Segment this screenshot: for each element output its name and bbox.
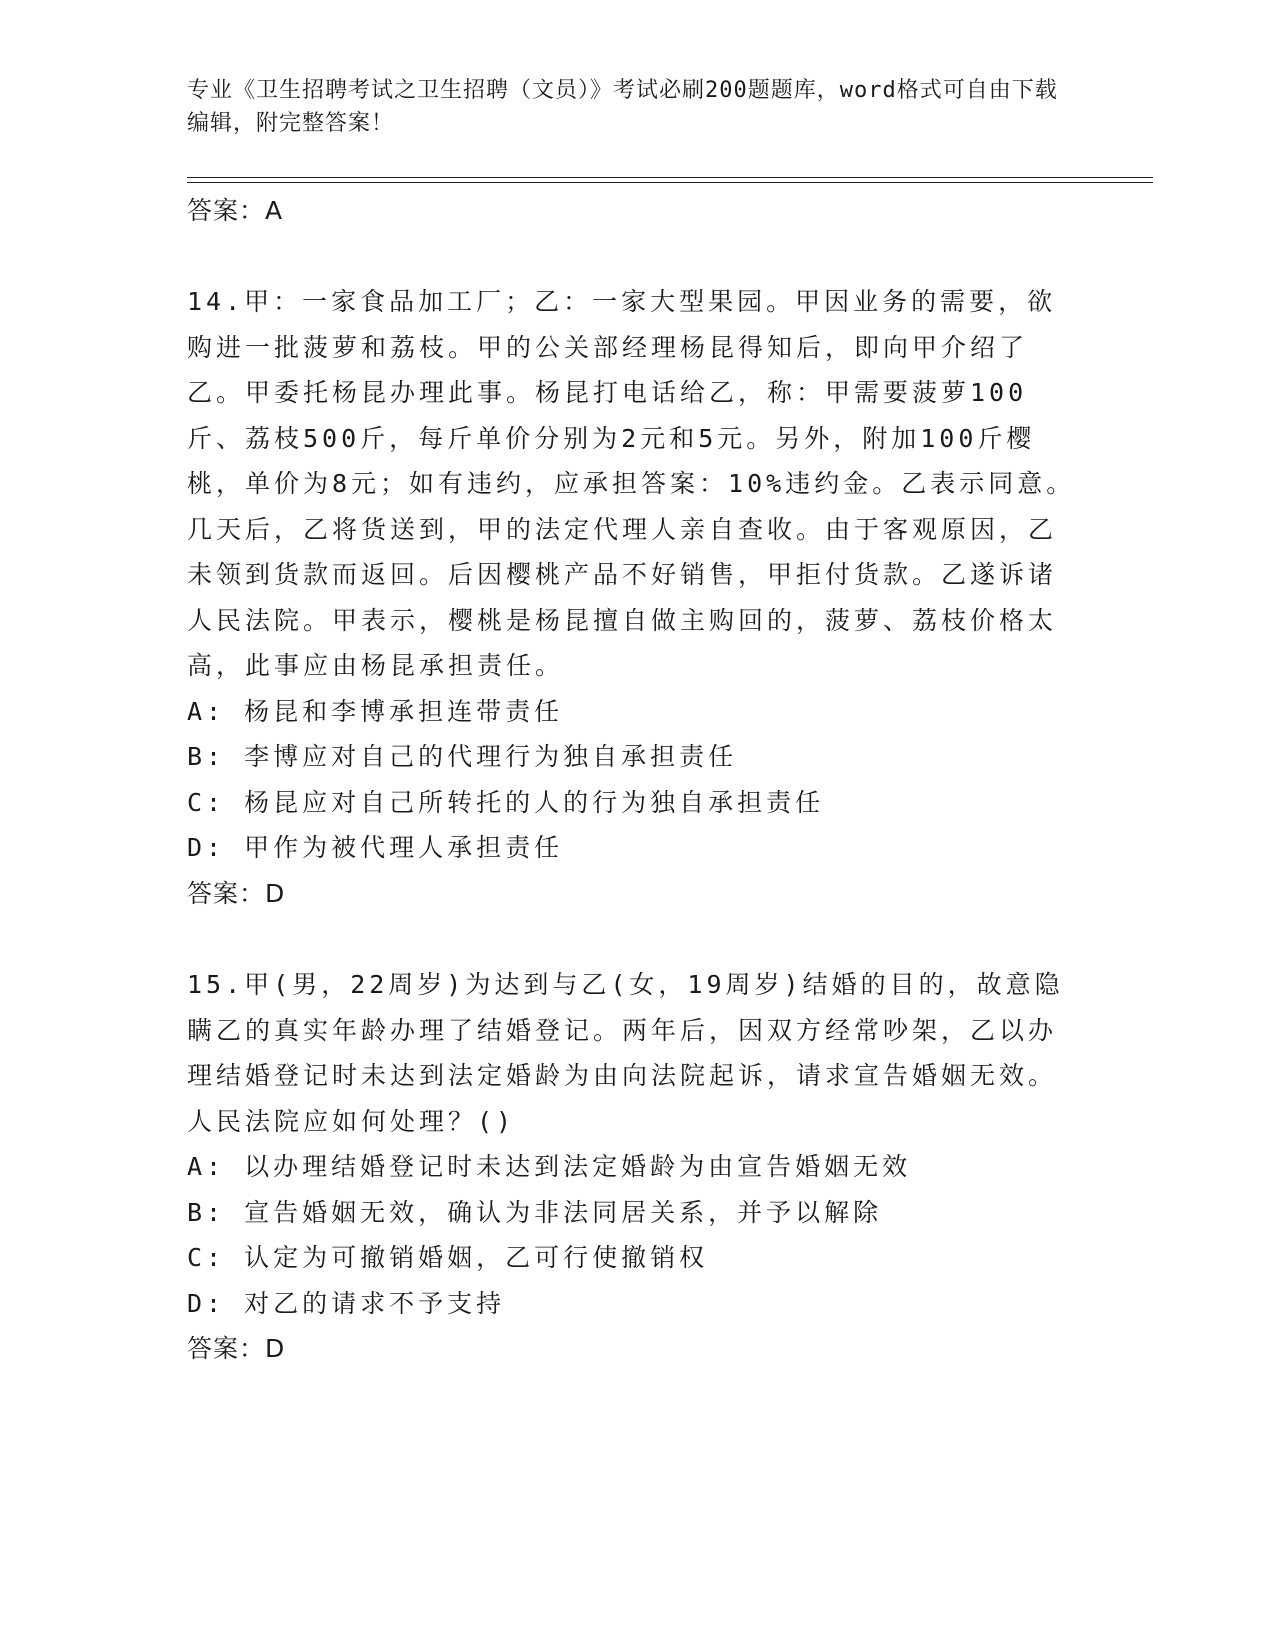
- question-text: 14.甲：一家食品加工厂；乙：一家大型果园。甲因业务的需要，欲购进一批菠萝和荔枝。甲的公关部经理杨昆得知后，即向甲介绍了乙。甲委托杨昆办理此事。杨昆打电话给乙，称：甲需要菠萝100斤、荔枝500斤，每斤单价分别为2元和5元。另外，附加100斤樱桃，单价为8元；如有违约，应承担答案：10%违约金。乙表示同意。几天后，乙将货送到，甲的法定代理人亲自查收。由于客观原因，乙未领到货款而返回。后因樱桃产品不好销售，甲拒付货款。乙遂诉诸人民法院。甲表示，樱桃是杨昆擅自做主购回的，菠萝、荔枝价格太高，此事应由杨昆承担责任。: [187, 287, 1076, 680]
- option-d: D: 甲作为被代理人承担责任: [187, 833, 564, 862]
- answer: 答案：D: [187, 878, 286, 908]
- header-divider-bottom: [187, 182, 1153, 183]
- option-c: C: 杨昆应对自己所转托的人的行为独自承担责任: [187, 787, 825, 817]
- previous-answer: 答案：A: [187, 196, 284, 225]
- question-14: [187, 279, 1087, 916]
- header-divider-top: [187, 177, 1153, 178]
- question-text: 15.甲(男，22周岁)为达到与乙(女，19周岁)结婚的目的，故意隐瞒乙的真实年龄办理了结婚登记。两年后，因双方经常吵架，乙以办理结婚登记时未达到法定婚龄为由向法院起诉，请求宣告婚姻无效。人民法院应如何处理？(): [187, 970, 1064, 1136]
- previous-answer-block: [187, 188, 1087, 233]
- option-b: B: 宣告婚姻无效，确认为非法同居关系，并予以解除: [187, 1197, 883, 1227]
- option-a: A: 以办理结婚登记时未达到法定婚龄为由宣告婚姻无效: [187, 1152, 912, 1181]
- option-d: D: 对乙的请求不予支持: [187, 1288, 506, 1318]
- answer: 答案：D: [187, 1334, 286, 1363]
- page-header: 专业《卫生招聘考试之卫生招聘（文员）》考试必刷200题题库，word格式可自由下载编辑，附完整答案！: [187, 78, 1058, 136]
- option-c: C: 认定为可撤销婚姻，乙可行使撤销权: [187, 1243, 709, 1272]
- option-b: B: 李博应对自己的代理行为独自承担责任: [187, 742, 738, 771]
- option-a: A: 杨昆和李博承担连带责任: [187, 696, 564, 726]
- question-15: [187, 962, 1087, 1371]
